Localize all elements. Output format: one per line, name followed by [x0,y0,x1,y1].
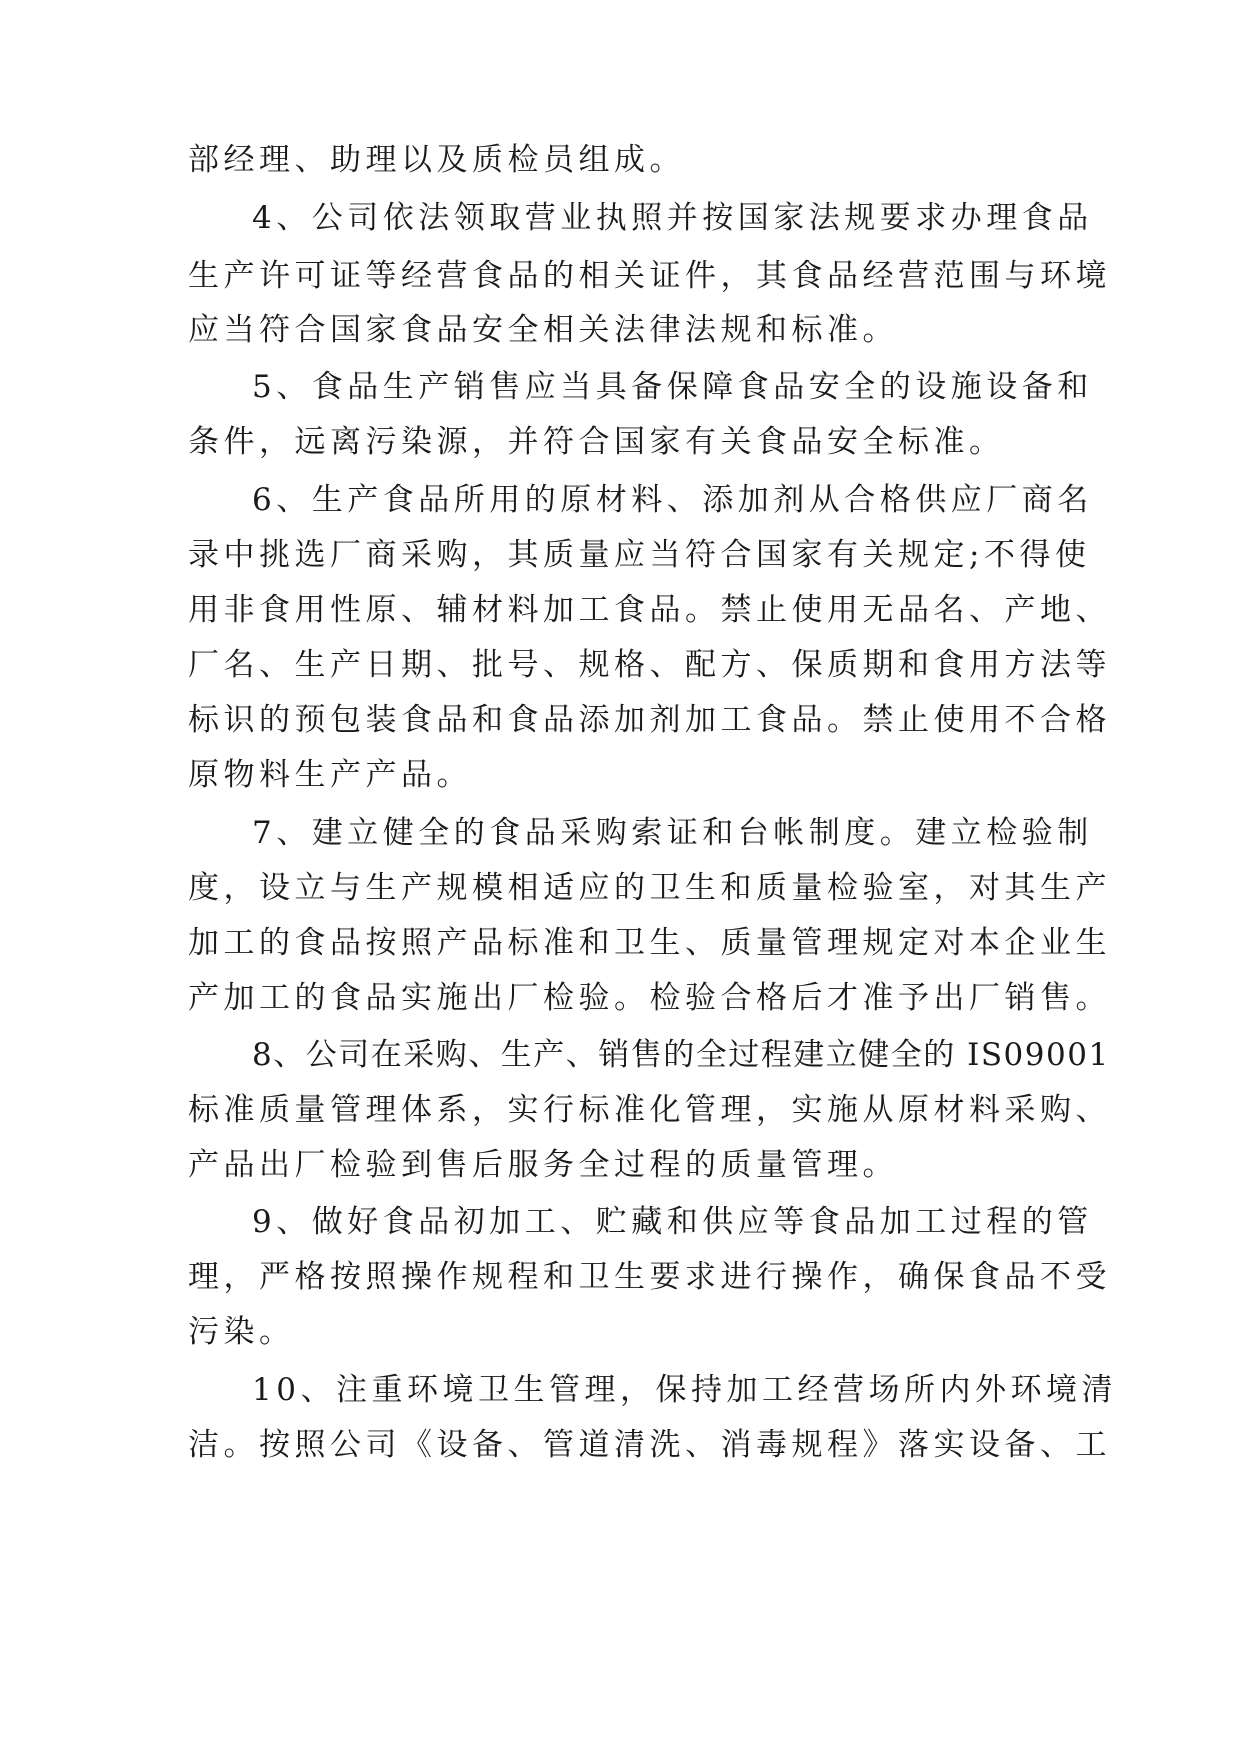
text-line: 污染。 [188,1314,295,1350]
text-line: 加工的食品按照产品标准和卫生、质量管理规定对本企业生 [188,925,1111,961]
text-line: 度，设立与生产规模相适应的卫生和质量检验室，对其生产 [188,870,1111,906]
text-line: 标识的预包装食品和食品添加剂加工食品。禁止使用不合格 [188,702,1111,738]
paragraph-4-start: 4、公司依法领取营业执照并按国家法规要求办理食品 [252,200,1093,236]
text-line: 理，严格按照操作规程和卫生要求进行操作，确保食品不受 [188,1259,1111,1295]
paragraph-5-start: 5、食品生产销售应当具备保障食品安全的设施设备和 [252,369,1093,405]
text-line: 标准质量管理体系，实行标准化管理，实施从原材料采购、 [188,1092,1111,1128]
paragraph-6-start: 6、生产食品所用的原材料、添加剂从合格供应厂商名 [252,482,1093,518]
text-line: 用非食用性原、辅材料加工食品。禁止使用无品名、产地、 [188,592,1111,628]
text-line: 原物料生产产品。 [188,757,472,793]
text-line: 生产许可证等经营食品的相关证件，其食品经营范围与环境 [188,258,1111,294]
text-line: 应当符合国家食品安全相关法律法规和标准。 [188,312,898,348]
text-line: 洁。按照公司《设备、管道清洗、消毒规程》落实设备、工 [188,1427,1111,1463]
paragraph-10-start: 10、注重环境卫生管理，保持加工经营场所内外环境清 [252,1372,1117,1408]
text-line: 产品出厂检验到售后服务全过程的质量管理。 [188,1147,898,1183]
text-line: 产加工的食品实施出厂检验。检验合格后才准予出厂销售。 [188,980,1111,1016]
paragraph-8-start: 8、公司在采购、生产、销售的全过程建立健全的 IS09001 [252,1037,1110,1073]
text-line: 条件，远离污染源，并符合国家有关食品安全标准。 [188,424,1005,460]
text-line: 录中挑选厂商采购，其质量应当符合国家有关规定;不得使 [188,537,1091,573]
text-line: 厂名、生产日期、批号、规格、配方、保质期和食用方法等 [188,647,1111,683]
paragraph-7-start: 7、建立健全的食品采购索证和台帐制度。建立检验制 [252,815,1093,851]
text-line: 部经理、助理以及质检员组成。 [188,142,685,178]
paragraph-9-start: 9、做好食品初加工、贮藏和供应等食品加工过程的管 [252,1204,1093,1240]
